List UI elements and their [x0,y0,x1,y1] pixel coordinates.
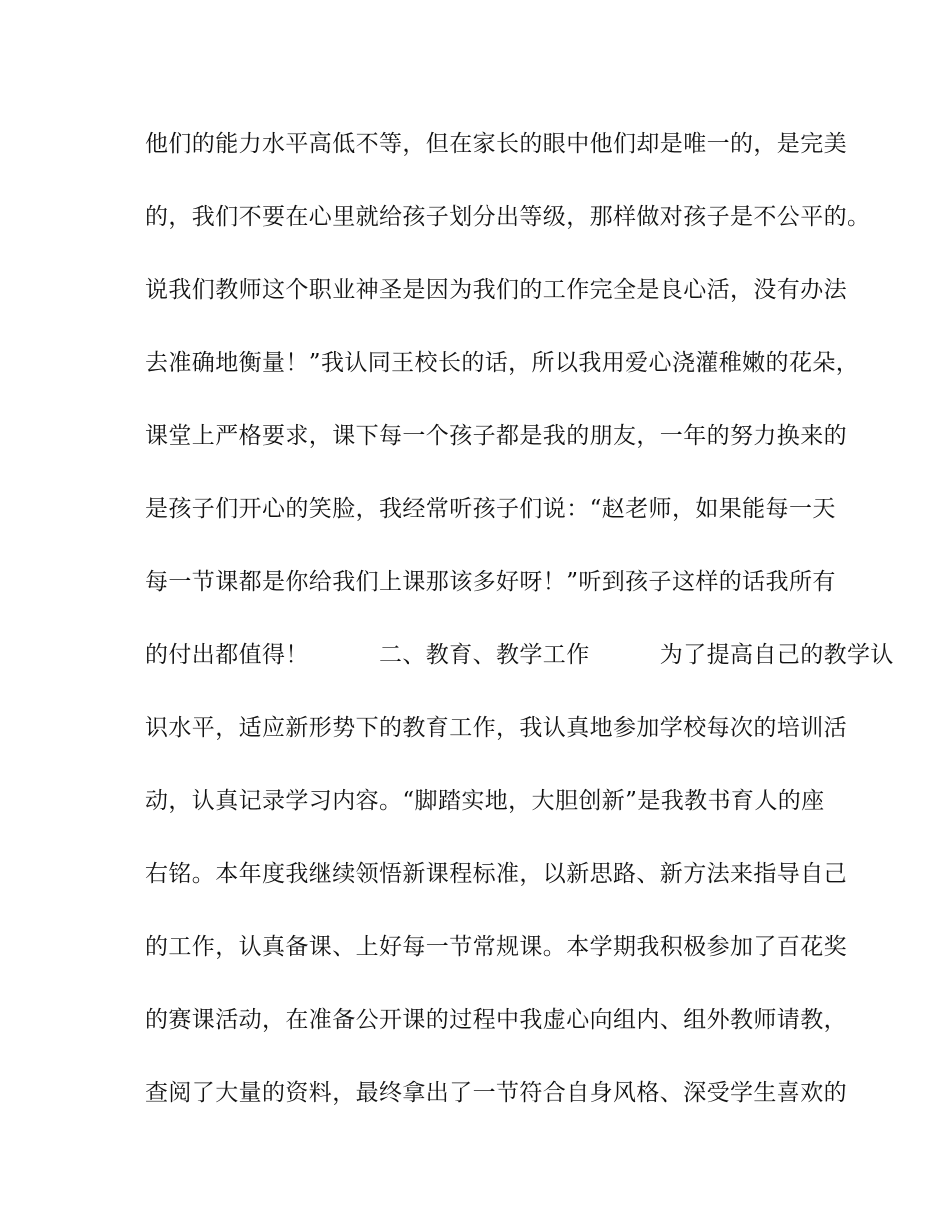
text-line: 是孩子们开心的笑脸，我经常听孩子们说：“赵老师，如果能每一天 [145,496,836,522]
text-line: 动，认真记录学习内容。“脚踏实地，大胆创新”是我教书育人的座 [145,788,825,814]
text-line: 说我们教师这个职业神圣是因为我们的工作完全是良心活，没有办法 [145,277,847,303]
text-line: 的赛课活动，在准备公开课的过程中我虚心向组内、组外教师请教， [145,1007,847,1033]
text-line: 课堂上严格要求，课下每一个孩子都是我的朋友，一年的努力换来的 [145,423,847,449]
text-line: 识水平，适应新形势下的教育工作，我认真地参加学校每次的培训活 [145,715,847,741]
text-line: 查阅了大量的资料，最终拿出了一节符合自身风格、深受学生喜欢的 [145,1080,847,1106]
text-line: 去准确地衡量！”我认同王校长的话，所以我用爱心浇灌稚嫩的花朵， [145,350,860,376]
body-text [145,124,894,1146]
text-line: 的付出都值得！ 二、教育、教学工作 为了提高自己的教学认 [145,642,894,668]
text-line: 右铭。本年度我继续领悟新课程标准，以新思路、新方法来指导自己 [145,861,847,887]
text-line: 的工作，认真备课、上好每一节常规课。本学期我积极参加了百花奖 [145,934,847,960]
text-line: 每一节课都是你给我们上课那该多好呀！”听到孩子这样的话我所有 [145,569,836,595]
text-line: 他们的能力水平高低不等，但在家长的眼中他们却是唯一的，是完美 [145,131,847,157]
text-line: 的，我们不要在心里就给孩子划分出等级，那样做对孩子是不公平的。 [145,204,871,230]
